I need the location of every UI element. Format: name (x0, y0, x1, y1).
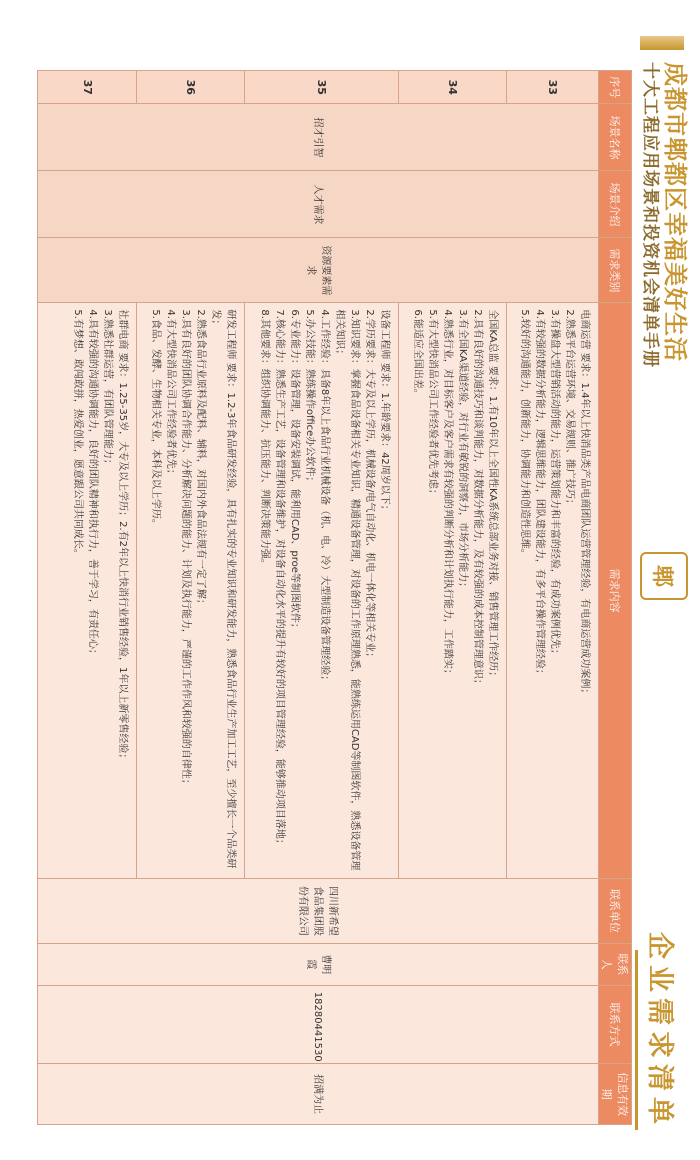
row-index: 34 (399, 71, 507, 104)
logo-text: 郫 (649, 564, 675, 587)
content-line: 研发工程师 要求：1.2-3年食品研发经验，具有扎实的专业知识和研发能力，熟悉食品行业生产加工工艺，至少擅长一个品类研发； (209, 309, 236, 869)
content-line: 4.具有较强的沟通协调能力，良好的团队精神和执行力，善于学习，有责任心； (87, 309, 99, 659)
row-index: 33 (507, 71, 599, 104)
content-line: 2.学历要求：大专及以上学历，机械设备/电气自动化、机电一体化等相关专业； (364, 309, 376, 663)
content-cell (507, 303, 599, 879)
content-line: 8.其他要求：组织协调能力、抗压能力、判断决策能力强。 (259, 309, 271, 569)
scene-name-cell: 招才引智 (38, 104, 599, 171)
demand-table (37, 70, 632, 1125)
column-header-scene-intro: 场景介绍 (599, 171, 632, 238)
content-line: 5.较好的沟通能力，创新能力，协调能力和创造性思维。 (519, 309, 530, 559)
content-line: 4.有较强的数据分析能力，逻辑思维能力，团队建设能力，有多平台操作管理经验； (534, 309, 545, 679)
content-line: 2.熟悉食品行业原料及配料、辅料，对国内外食品法规有一定了解； (194, 309, 206, 609)
content-line: 5.有梦想、敢闯敢拼，热爱创业，愿意跟公司共同成长。 (72, 309, 84, 559)
content-line: 3.有全国KA渠道经验，对行业有敏锐的洞察力，市场分析能力； (457, 309, 469, 593)
column-header-index: 序号 (599, 71, 632, 104)
table-header-row (599, 71, 632, 1125)
section-title-underline (635, 950, 638, 1130)
content-line: 5.食品、发酵、生物相关专业，本科及以上学历。 (149, 309, 161, 529)
content-line: 设备工程师 要求：1.年龄要求：42周岁以下； (379, 309, 391, 515)
content-line: 2.具有良好的沟通技巧和谈判能力，对数据分析能力，及有较强的成本控制管理意识； (472, 309, 484, 689)
content-line: 3.有操盘大型营销活动的能力，运营策划能力和丰富的经验，有成功案例优先； (549, 309, 560, 659)
column-header-phone: 联系方式 (599, 985, 632, 1064)
header-title-block (639, 62, 689, 368)
header-title-main: 成都市郫都区幸福美好生活 (661, 62, 689, 362)
section-title: 企业需求清单 (644, 932, 675, 1130)
content-line: 4.工作经验：具备8年以上食品行业机械设备（机、电、冷）大型制造设备管理经验； (319, 309, 331, 686)
content-line: 7.核心能力：熟悉生产工艺，设备管理和设备维护，对设备自动化水平的提升有较好的项目管理经验，能够推动项目落地； (274, 309, 286, 849)
column-header-validity: 信息有效期 (599, 1064, 632, 1125)
content-line: 全国KA总监 要求：1.有10年以上全国性KA系统总部业务对接、销售管理工作经历； (487, 309, 499, 682)
content-line: 5.办公技能：熟练操作office办公软件； (304, 309, 316, 487)
content-line: 社群电商 要求：1.25-35岁，大专及以上学历；2.有2年以上快消行业销售经验，1年以上新零售经验； (117, 309, 129, 764)
content-line: 4.熟悉行业，对目标客户及客户需求有较强的判断分析和计划执行能力，工作踏实； (442, 309, 454, 679)
category-cell: 资源要素需求 (38, 238, 599, 303)
content-line: 电商运营 要求：1.4年以上快消品类产品电商团队运营管理经验，有电商运营成功案例； (579, 309, 590, 699)
content-line: 5.有大型快消品公司工作经验者优先考虑； (427, 309, 439, 499)
content-line: 2.熟悉平台运营环境、交易规则、推广技巧； (564, 309, 575, 509)
validity-cell: 招满为止 (38, 1064, 599, 1125)
content-cell (399, 303, 507, 879)
scene-intro-cell: 人才需求 (38, 171, 599, 238)
header-title-sub: 十大工程应用场景和投资机会清单手册 (640, 62, 660, 368)
content-cell (137, 303, 245, 879)
unit-cell: 四川新希望食品集团股份有限公司 (38, 879, 599, 944)
pidu-logo-icon (640, 552, 688, 600)
gold-accent-bar (640, 36, 684, 50)
content-line: 6.专业能力：设备管理，设备安装调试，能利用CAD、proe等制图软件； (289, 309, 301, 633)
content-cell (38, 303, 137, 879)
content-line: 6.能适应全国出差。 (412, 309, 424, 399)
phone-cell: 18280441530 (38, 985, 599, 1064)
contact-cell: 曹明霞 (38, 943, 599, 985)
row-index: 37 (38, 71, 137, 104)
column-header-contact: 联系人 (599, 943, 632, 985)
content-cell (244, 303, 399, 879)
content-line: 3.知识要求：掌握食品设备相关专业知识，精通设备管理，对设备的工作原理熟悉，能熟练运用CAD等制图软件，熟悉设备管理相关知识； (334, 309, 361, 871)
column-header-content: 需求内容 (599, 303, 632, 879)
column-header-scene-name: 场景名称 (599, 104, 632, 171)
table-row (507, 71, 599, 1125)
content-line: 3.具有良好的团队协调合作能力、分析解决问题的能力、计划及执行能力，严谨的工作作风和较强的自律性； (179, 309, 191, 789)
row-index: 35 (244, 71, 399, 104)
column-header-unit: 联系单位 (599, 879, 632, 944)
row-index: 36 (137, 71, 245, 104)
content-line: 4.有大型快消品公司工作经验者优先； (164, 309, 176, 479)
content-line: 3.熟悉社群运营，有团队管理能力； (102, 309, 114, 469)
column-header-category: 需求类别 (599, 238, 632, 303)
